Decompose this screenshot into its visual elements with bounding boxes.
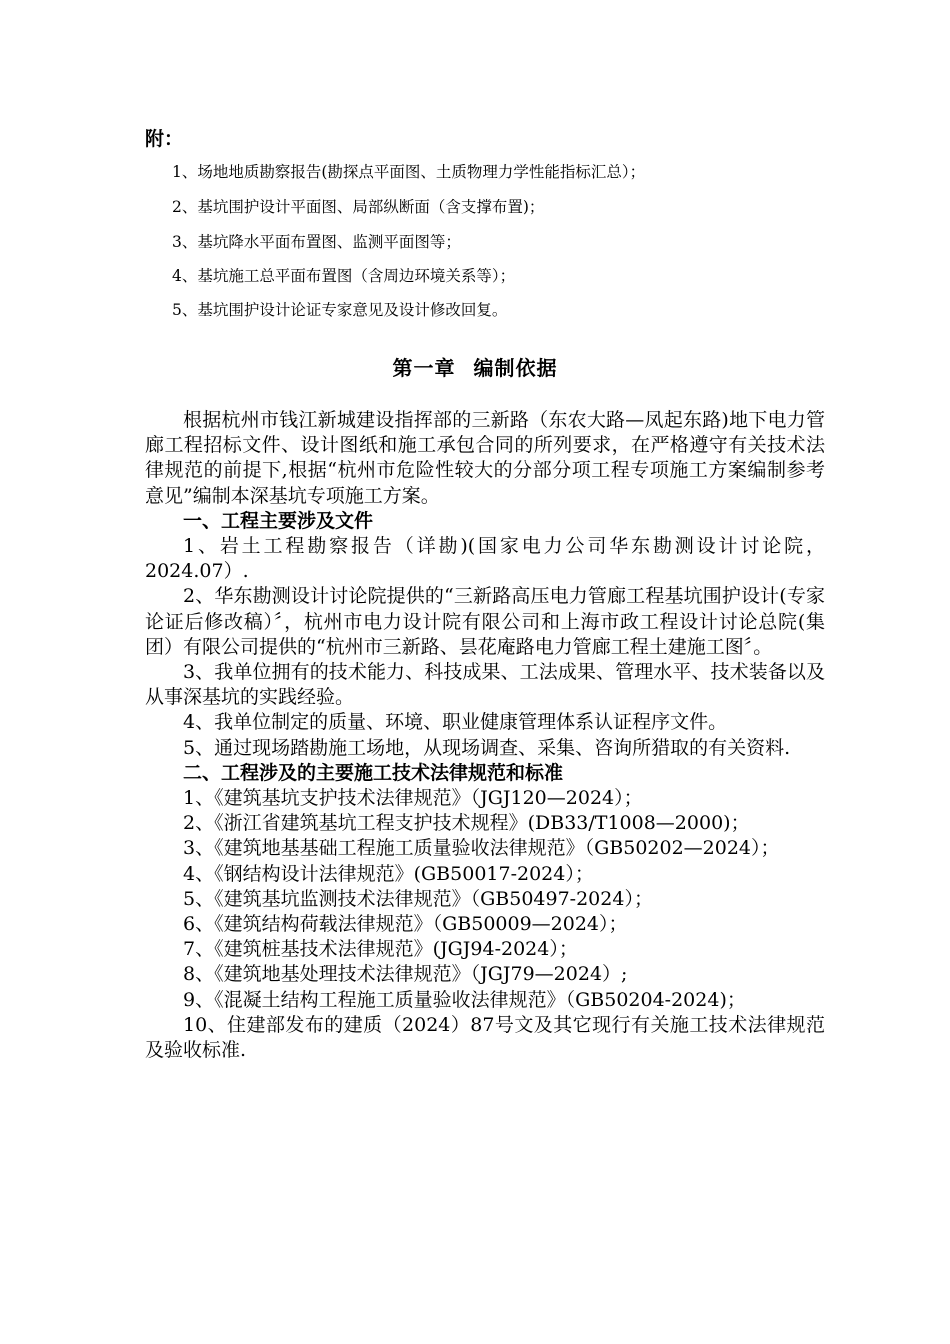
list-item: 4、我单位制定的质量、环境、职业健康管理体系认证程序文件。 [183,711,728,734]
list-item: 1、《建筑基坑支护技术法律规范》（JGJ120—2024）； [183,787,643,810]
list-item: 5、《建筑基坑监测技术法律规范》（GB50497-2024）； [183,887,653,910]
chapter-number: 第一章 [392,356,456,380]
list-item: 1、岩土工程勘察报告（详勘)(国家电力公司华东勘测设计讨论院，2024.07）. [145,535,825,583]
list-item: 3、我单位拥有的技术能力、科技成果、工法成果、管理水平、技术装备以及从事深基坑的实践经验。 [145,661,825,709]
section-heading-1: 一、工程主要涉及文件 [183,509,374,532]
list-item: 4、《钢结构设计法律规范》(GB50017-2024）； [183,862,594,885]
list-item: 5、通过现场踏勘施工场地，从现场调查、采集、咨询所猎取的有关资料. [183,736,791,759]
appendix-item: 5、基坑围护设计论证专家意见及设计修改回复。 [172,301,508,319]
appendix-item: 2、基坑围护设计平面图、局部纵断面（含支撑布置)； [172,198,545,216]
appendix-title: 附： [145,128,184,150]
list-item: 7、《建筑桩基技术法律规范》(JGJ94-2024）； [183,938,578,961]
body-text [145,408,825,1063]
intro-paragraph: 根据杭州市钱江新城建设指挥部的三新路（东农大路—凤起东路)地下电力管廊工程招标文件、设计图纸和施工承包合同的所列要求，在严格遵守有关技术法律规范的前提下,根据“杭州市危险性较大的分部分项工程专项施工方案编制参考意见”编制本深基坑专项施工方案。 [145,409,825,507]
list-item: 2、《浙江省建筑基坑工程支护技术规程》(DB33/T1008—2000)； [183,812,750,835]
list-item: 9、《混凝土结构工程施工质量验收法律规范》（GB50204-2024)； [183,988,746,1011]
chapter-title: 编制依据 [473,356,558,380]
section-heading-2: 二、工程涉及的主要施工技术法律规范和标准 [183,761,564,784]
list-item: 8、《建筑地基处理技术法律规范》（JGJ79—2024）; [183,963,628,986]
list-item: 2、华东勘测设计讨论院提供的“三新路高压电力管廊工程基坑围护设计(专家论证后修改稿）〞，杭州市电力设计院有限公司和上海市政工程设计讨论总院(集团）有限公司提供的“杭州市三新路、昙花庵路电力管廊工程土建施工图〞。 [145,585,825,658]
appendix-item: 4、基坑施工总平面布置图（含周边环境关系等）； [172,267,516,285]
list-item: 10、住建部发布的建质（2024）87号文及其它现行有关施工技术法律规范及验收标准. [145,1013,825,1062]
list-item: 3、《建筑地基基础工程施工质量验收法律规范》（GB50202—2024）； [183,837,780,860]
chapter-heading [0,352,950,381]
appendix-item: 1、场地地质勘察报告(勘探点平面图、土质物理力学性能指标汇总）； [172,163,646,181]
appendix-item: 3、基坑降水平面布置图、监测平面图等； [172,233,461,251]
list-item: 6、《建筑结构荷载法律规范》（GB50009—2024）； [183,913,628,936]
